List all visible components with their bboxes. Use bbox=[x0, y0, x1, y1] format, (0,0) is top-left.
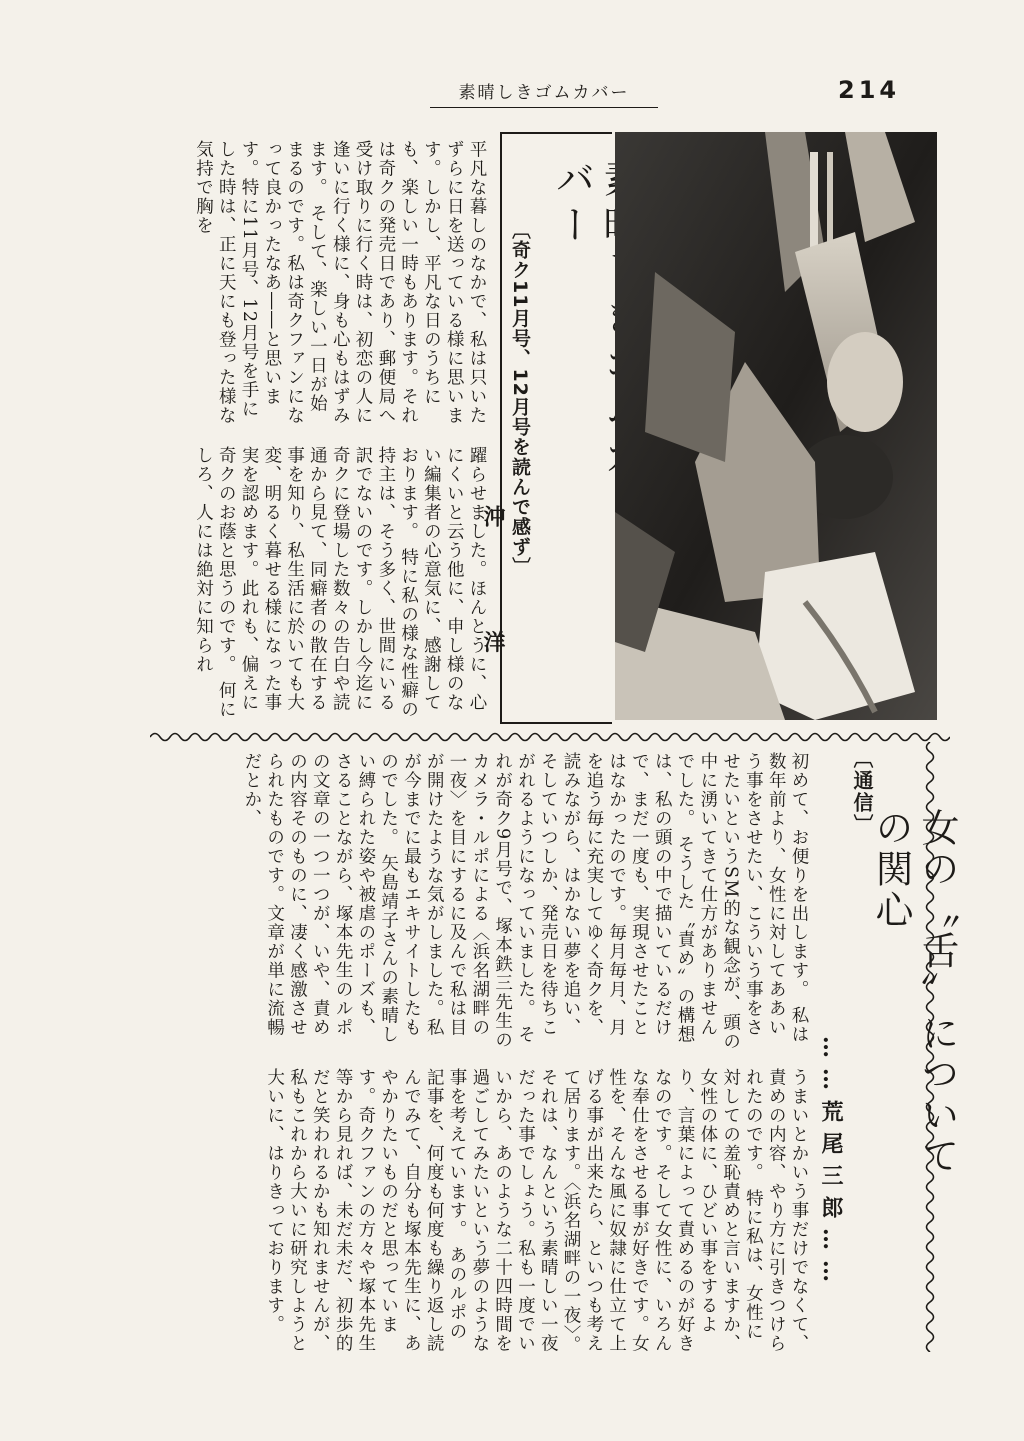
article1-body-lower: 躍らせました。ほんとうに、心にくいと云う他に、申し様のない編集者の心意気に、感謝しております。 特に私の様な性癖の持主は、そう多く、世間にいる訳でないのです。しかし今迄に奇クに登場した数々の告白や読通から見て、同癖者の散在する事を知り、私生活に於いても大変、明るく暮せる様になった事実を認めます。此れも、偏えに奇クのお蔭と思うのです。 何にしろ、人には絶対に知られ bbox=[193, 446, 487, 720]
article2-body-upper: 初めて、お便りを出します。 私は数年前より、女性に対してああいう事をさせたい、こういう事をさせたいというSM的な観念が、頭の中に湧いてきて仕方がありませんでした。 そうした〝責め〟の構想は、私の頭の中で描いているだけで、まだ一度も、実現させたことはなかったのです。毎月毎月、月を追う毎に充実してゆく奇クを、読みながら、はかない夢を追い、そしていつしか、発売日を待ちこがれるようになっていました。 それが奇ク9月号で、塚本鉄三先生のカメラ・ルポによる〈浜名湖畔の一夜〉を目にするに及んで私は目が開けたような気がしました。私が今までに最もエキサイトしたものでした。 矢島靖子さんの素晴しい縛られた姿や被虐のポーズも、さることながら、塚本先生のルポの文章の一つ一つが、いや、責めの内容そのものに、凄く感激させられたものです。文章が単に流暢だとか、 bbox=[241, 752, 809, 1051]
article2-author: ……荒尾三郎…… bbox=[818, 1036, 844, 1292]
article2-title: 女の〝舌〟についての関心 bbox=[869, 808, 959, 1177]
wavy-divider-vertical bbox=[923, 742, 937, 1352]
article1-author: 沖 洋 bbox=[480, 505, 506, 701]
article2-body-lower: うまいとかいう事だけでなくて、責めの内容、やり方に引きつけられたのです。 特に私は、女性に対しての羞恥責めと言いますか、女性の体に、ひどい事をするより、言葉によって責めるのが好きなのです。そして女性に、いろんな奉仕をさせる事が好きです。女性を、そんな風に奴隷に仕立て上げる事が出来たら、といつも考えて居ります。〈浜名湖畔の一夜〉。それは、なんという素晴しい一夜だった事でしょう。私も一度でいいから、あのような二十四時間を過ごしてみたいという夢のような事を考えています。 あのルポの記事を、何度も何度も繰り返し読んでみて、自分も塚本先生に、あやかりたいものだと思っています。奇クファンの方々や塚本先生等から見れば、未だ未だ、初歩的だと笑われるかも知れませんが、私もこれから大いに研究しようと大いに、はりきっております。 bbox=[264, 1068, 809, 1355]
article2-label: 〔通信〕 bbox=[850, 748, 874, 836]
wavy-divider-horizontal bbox=[150, 730, 950, 744]
article1-body-upper: 平凡な暮しのなかで、私は只いたずらに日を送っている様に思います。しかし、平凡な日のうちにも、楽しい一時もあります。それは奇クの発売日であり、郵便局へ受け取りに行く時は、初恋の人に逢いに行く様に、身も心もはずみます。 そして、楽しい一日が始まるのです。私は奇クファンになって良かったなあ――と思います。特に11月号、12月号を手にした時は、正に天にも登った様な気持で胸を bbox=[193, 140, 487, 425]
photograph-icon bbox=[615, 132, 937, 720]
photograph bbox=[615, 132, 937, 720]
running-title: 素晴しきゴムカバー bbox=[430, 78, 658, 108]
page-number: 214 bbox=[838, 76, 901, 104]
article1-title: バー bbox=[549, 158, 595, 250]
article1-subtitle: 〔奇ク11月号、12月号を読んで感ず〕 bbox=[509, 220, 531, 577]
